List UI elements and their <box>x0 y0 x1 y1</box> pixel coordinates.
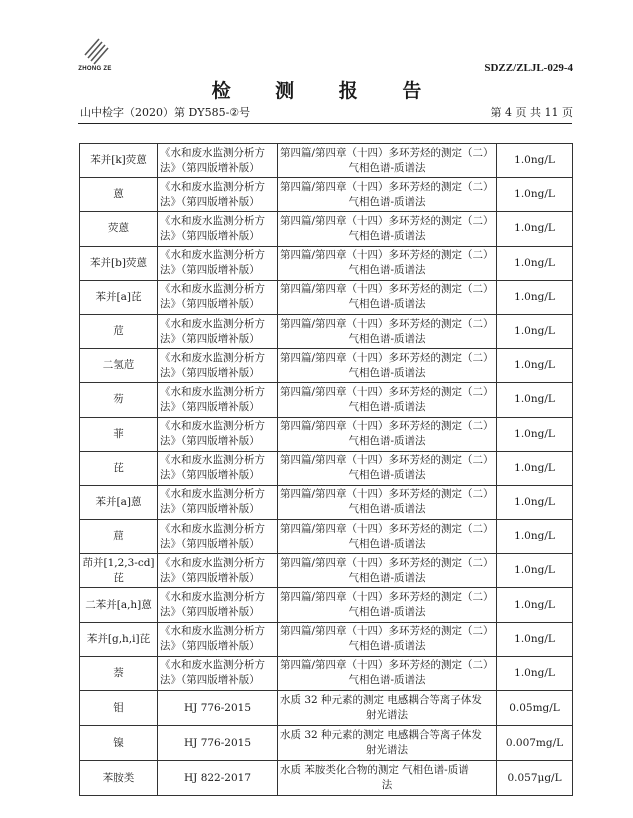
method-source-line: 法》（第四版增补版） <box>160 606 260 619</box>
method-source-line: 法》（第四版增补版） <box>160 469 260 482</box>
method-source-cell <box>158 212 278 246</box>
standard-method-line: 第四篇/第四章（十四）多环芳烃的测定（二） <box>280 659 494 672</box>
table-row <box>80 554 573 588</box>
company-logo-icon <box>72 34 118 80</box>
table-row <box>80 383 573 417</box>
table-row <box>80 656 573 690</box>
analyte-name-cell: 菲 <box>80 417 158 451</box>
method-source-line: 法》（第四版增补版） <box>160 195 260 208</box>
method-source-line: 法》（第四版增补版） <box>160 264 260 277</box>
standard-method-line: 水质 苯胺类化合物的测定 气相色谱-质谱 <box>280 764 469 776</box>
method-source-cell <box>158 485 278 519</box>
table-row <box>80 314 573 348</box>
table-row <box>80 520 573 554</box>
analyte-name-cell: 蒽 <box>80 178 158 212</box>
method-source-line: 《水和废水监测分析方 <box>160 180 265 193</box>
method-source-line: 法》（第四版增补版） <box>160 640 260 653</box>
standard-method-line: 第四篇/第四章（十四）多环芳烃的测定（二） <box>280 625 494 638</box>
method-source-cell <box>158 726 278 761</box>
method-source-cell <box>158 451 278 485</box>
method-source-cell <box>158 622 278 656</box>
method-source-line: 《水和废水监测分析方 <box>160 351 265 364</box>
analyte-name-cell: 镍 <box>80 726 158 761</box>
table-row <box>80 691 573 726</box>
table-row <box>80 349 573 383</box>
standard-method-line: 水质 32 种元素的测定 电感耦合等离子体发 <box>280 729 482 741</box>
standard-method-line: 气相色谱-质谱法 <box>348 469 426 482</box>
analyte-name-cell: 苯并[a]芘 <box>80 280 158 314</box>
method-source-line: 法》（第四版增补版） <box>160 229 260 242</box>
detection-limit-cell: 1.0ng/L <box>497 212 573 246</box>
standard-method-line: 水质 32 种元素的测定 电感耦合等离子体发 <box>280 694 482 706</box>
standard-method-line: 气相色谱-质谱法 <box>348 503 426 516</box>
method-source-line: HJ 776-2015 <box>183 736 251 749</box>
method-source-cell <box>158 656 278 690</box>
report-number: 山中检字（2020）第 DY585-②号 <box>80 106 251 119</box>
method-source-cell <box>158 349 278 383</box>
method-source-line: 《水和废水监测分析方 <box>160 488 265 501</box>
standard-method-cell <box>278 178 497 212</box>
standard-method-line: 第四篇/第四章（十四）多环芳烃的测定（二） <box>280 488 494 501</box>
method-source-cell <box>158 417 278 451</box>
method-source-cell <box>158 280 278 314</box>
standard-method-line: 气相色谱-质谱法 <box>348 571 426 584</box>
page-indicator: 第 4 页 共 11 页 <box>490 106 573 119</box>
standard-method-line: 气相色谱-质谱法 <box>348 606 426 619</box>
standard-method-cell <box>278 144 497 178</box>
standard-method-line: 射光谱法 <box>366 709 408 721</box>
detection-limit-cell: 1.0ng/L <box>497 349 573 383</box>
standard-method-cell <box>278 588 497 622</box>
method-source-cell <box>158 314 278 348</box>
standard-method-cell <box>278 656 497 690</box>
detection-limit-cell: 0.057μg/L <box>497 761 573 796</box>
standard-method-line: 法 <box>381 779 393 791</box>
standard-method-cell <box>278 383 497 417</box>
detection-limit-cell: 1.0ng/L <box>497 280 573 314</box>
standard-method-line: 第四篇/第四章（十四）多环芳烃的测定（二） <box>280 385 494 398</box>
logo-text: ZHONG ZE <box>78 66 112 72</box>
analyte-name-cell: 芘 <box>80 451 158 485</box>
table-row <box>80 761 573 796</box>
detection-limit-cell: 1.0ng/L <box>497 622 573 656</box>
page-title: 检 测 报 告 <box>211 80 441 102</box>
standard-method-cell <box>278 726 497 761</box>
analyte-name-cell: 芴 <box>80 383 158 417</box>
detection-methods-table <box>79 143 573 796</box>
method-source-line: 《水和废水监测分析方 <box>160 420 265 433</box>
table-row <box>80 451 573 485</box>
analyte-name-cell: 苯并[b]荧蒽 <box>80 246 158 280</box>
analyte-name-cell: 苊 <box>80 314 158 348</box>
standard-method-line: 第四篇/第四章（十四）多环芳烃的测定（二） <box>280 180 494 193</box>
table-body <box>80 144 573 796</box>
standard-method-cell <box>278 212 497 246</box>
table-row <box>80 178 573 212</box>
table-row <box>80 588 573 622</box>
method-source-line: 法》（第四版增补版） <box>160 366 260 379</box>
standard-method-line: 第四篇/第四章（十四）多环芳烃的测定（二） <box>280 283 494 296</box>
method-source-cell <box>158 144 278 178</box>
standard-method-line: 第四篇/第四章（十四）多环芳烃的测定（二） <box>280 146 494 159</box>
method-source-cell <box>158 554 278 588</box>
method-source-cell <box>158 691 278 726</box>
method-source-line: 法》（第四版增补版） <box>160 435 260 448</box>
analyte-name-cell: 苯并[k]荧蒽 <box>80 144 158 178</box>
standard-method-line: 气相色谱-质谱法 <box>348 640 426 653</box>
detection-limit-cell: 1.0ng/L <box>497 383 573 417</box>
analyte-name-cell: 茚并[1,2,3-cd]芘 <box>80 554 158 588</box>
method-source-line: 法》（第四版增补版） <box>160 298 260 311</box>
method-source-line: 《水和废水监测分析方 <box>160 556 265 569</box>
standard-method-cell <box>278 314 497 348</box>
method-source-line: HJ 776-2015 <box>183 701 251 714</box>
table-row <box>80 417 573 451</box>
standard-method-line: 气相色谱-质谱法 <box>348 195 426 208</box>
method-source-line: 《水和废水监测分析方 <box>160 214 265 227</box>
standard-method-line: 气相色谱-质谱法 <box>348 161 426 174</box>
analyte-name-cell: 钼 <box>80 691 158 726</box>
analyte-name-cell: 苯并[g,h,i]芘 <box>80 622 158 656</box>
method-source-cell <box>158 520 278 554</box>
standard-method-line: 气相色谱-质谱法 <box>348 400 426 413</box>
header-divider <box>78 123 572 124</box>
analyte-name-cell: 荧蒽 <box>80 212 158 246</box>
standard-method-cell <box>278 349 497 383</box>
standard-method-line: 第四篇/第四章（十四）多环芳烃的测定（二） <box>280 591 494 604</box>
standard-method-line: 第四篇/第四章（十四）多环芳烃的测定（二） <box>280 351 494 364</box>
method-source-line: 法》（第四版增补版） <box>160 161 260 174</box>
standard-method-line: 第四篇/第四章（十四）多环芳烃的测定（二） <box>280 317 494 330</box>
method-source-cell <box>158 383 278 417</box>
standard-method-line: 气相色谱-质谱法 <box>348 366 426 379</box>
method-source-line: 《水和废水监测分析方 <box>160 283 265 296</box>
method-source-line: 法》（第四版增补版） <box>160 332 260 345</box>
detection-limit-cell: 0.007mg/L <box>497 726 573 761</box>
detection-limit-cell: 1.0ng/L <box>497 485 573 519</box>
standard-method-line: 射光谱法 <box>366 744 408 756</box>
standard-method-cell <box>278 691 497 726</box>
standard-method-cell <box>278 761 497 796</box>
detection-limit-cell: 1.0ng/L <box>497 520 573 554</box>
table-row <box>80 622 573 656</box>
table-row <box>80 280 573 314</box>
method-source-cell <box>158 246 278 280</box>
standard-method-cell <box>278 280 497 314</box>
method-source-line: 《水和废水监测分析方 <box>160 146 265 159</box>
detection-limit-cell: 1.0ng/L <box>497 451 573 485</box>
standard-method-line: 气相色谱-质谱法 <box>348 332 426 345</box>
analyte-name-cell: 苯胺类 <box>80 761 158 796</box>
analyte-name-cell: 二苯并[a,h]蒽 <box>80 588 158 622</box>
standard-method-line: 第四篇/第四章（十四）多环芳烃的测定（二） <box>280 522 494 535</box>
detection-limit-cell: 1.0ng/L <box>497 246 573 280</box>
standard-method-line: 气相色谱-质谱法 <box>348 229 426 242</box>
standard-method-line: 第四篇/第四章（十四）多环芳烃的测定（二） <box>280 249 494 262</box>
method-source-line: 《水和废水监测分析方 <box>160 625 265 638</box>
document-code: SDZZ/ZLJL-029-4 <box>484 62 573 74</box>
standard-method-cell <box>278 417 497 451</box>
standard-method-line: 第四篇/第四章（十四）多环芳烃的测定（二） <box>280 420 494 433</box>
table-row <box>80 726 573 761</box>
analyte-name-cell: 二氢苊 <box>80 349 158 383</box>
table-row <box>80 246 573 280</box>
standard-method-cell <box>278 554 497 588</box>
detection-limit-cell: 1.0ng/L <box>497 554 573 588</box>
detection-limit-cell: 1.0ng/L <box>497 178 573 212</box>
table-row <box>80 144 573 178</box>
standard-method-line: 气相色谱-质谱法 <box>348 298 426 311</box>
standard-method-line: 气相色谱-质谱法 <box>348 674 426 687</box>
analyte-name-cell: 䓛 <box>80 520 158 554</box>
method-source-line: HJ 822-2017 <box>183 771 251 784</box>
standard-method-line: 气相色谱-质谱法 <box>348 264 426 277</box>
analyte-name-cell: 苯并[a]蒽 <box>80 485 158 519</box>
method-source-line: 《水和废水监测分析方 <box>160 385 265 398</box>
standard-method-line: 第四篇/第四章（十四）多环芳烃的测定（二） <box>280 214 494 227</box>
method-source-line: 《水和废水监测分析方 <box>160 454 265 467</box>
standard-method-cell <box>278 622 497 656</box>
method-source-cell <box>158 178 278 212</box>
standard-method-line: 气相色谱-质谱法 <box>348 537 426 550</box>
method-source-line: 《水和废水监测分析方 <box>160 591 265 604</box>
detection-limit-cell: 1.0ng/L <box>497 588 573 622</box>
detection-limit-cell: 1.0ng/L <box>497 314 573 348</box>
method-source-line: 法》（第四版增补版） <box>160 571 260 584</box>
detection-limit-cell: 1.0ng/L <box>497 656 573 690</box>
standard-method-cell <box>278 485 497 519</box>
method-source-line: 《水和废水监测分析方 <box>160 522 265 535</box>
table-row <box>80 485 573 519</box>
standard-method-cell <box>278 520 497 554</box>
detection-limit-cell: 0.05mg/L <box>497 691 573 726</box>
detection-limit-cell: 1.0ng/L <box>497 417 573 451</box>
analyte-name-cell: 萘 <box>80 656 158 690</box>
method-source-line: 法》（第四版增补版） <box>160 400 260 413</box>
method-source-line: 法》（第四版增补版） <box>160 537 260 550</box>
table-row <box>80 212 573 246</box>
method-source-line: 《水和废水监测分析方 <box>160 659 265 672</box>
standard-method-line: 气相色谱-质谱法 <box>348 435 426 448</box>
method-source-cell <box>158 761 278 796</box>
standard-method-cell <box>278 451 497 485</box>
method-source-line: 法》（第四版增补版） <box>160 674 260 687</box>
method-source-line: 《水和废水监测分析方 <box>160 249 265 262</box>
detection-limit-cell: 1.0ng/L <box>497 144 573 178</box>
method-source-line: 法》（第四版增补版） <box>160 503 260 516</box>
standard-method-line: 第四篇/第四章（十四）多环芳烃的测定（二） <box>280 454 494 467</box>
standard-method-cell <box>278 246 497 280</box>
method-source-cell <box>158 588 278 622</box>
standard-method-line: 第四篇/第四章（十四）多环芳烃的测定（二） <box>280 556 494 569</box>
method-source-line: 《水和废水监测分析方 <box>160 317 265 330</box>
